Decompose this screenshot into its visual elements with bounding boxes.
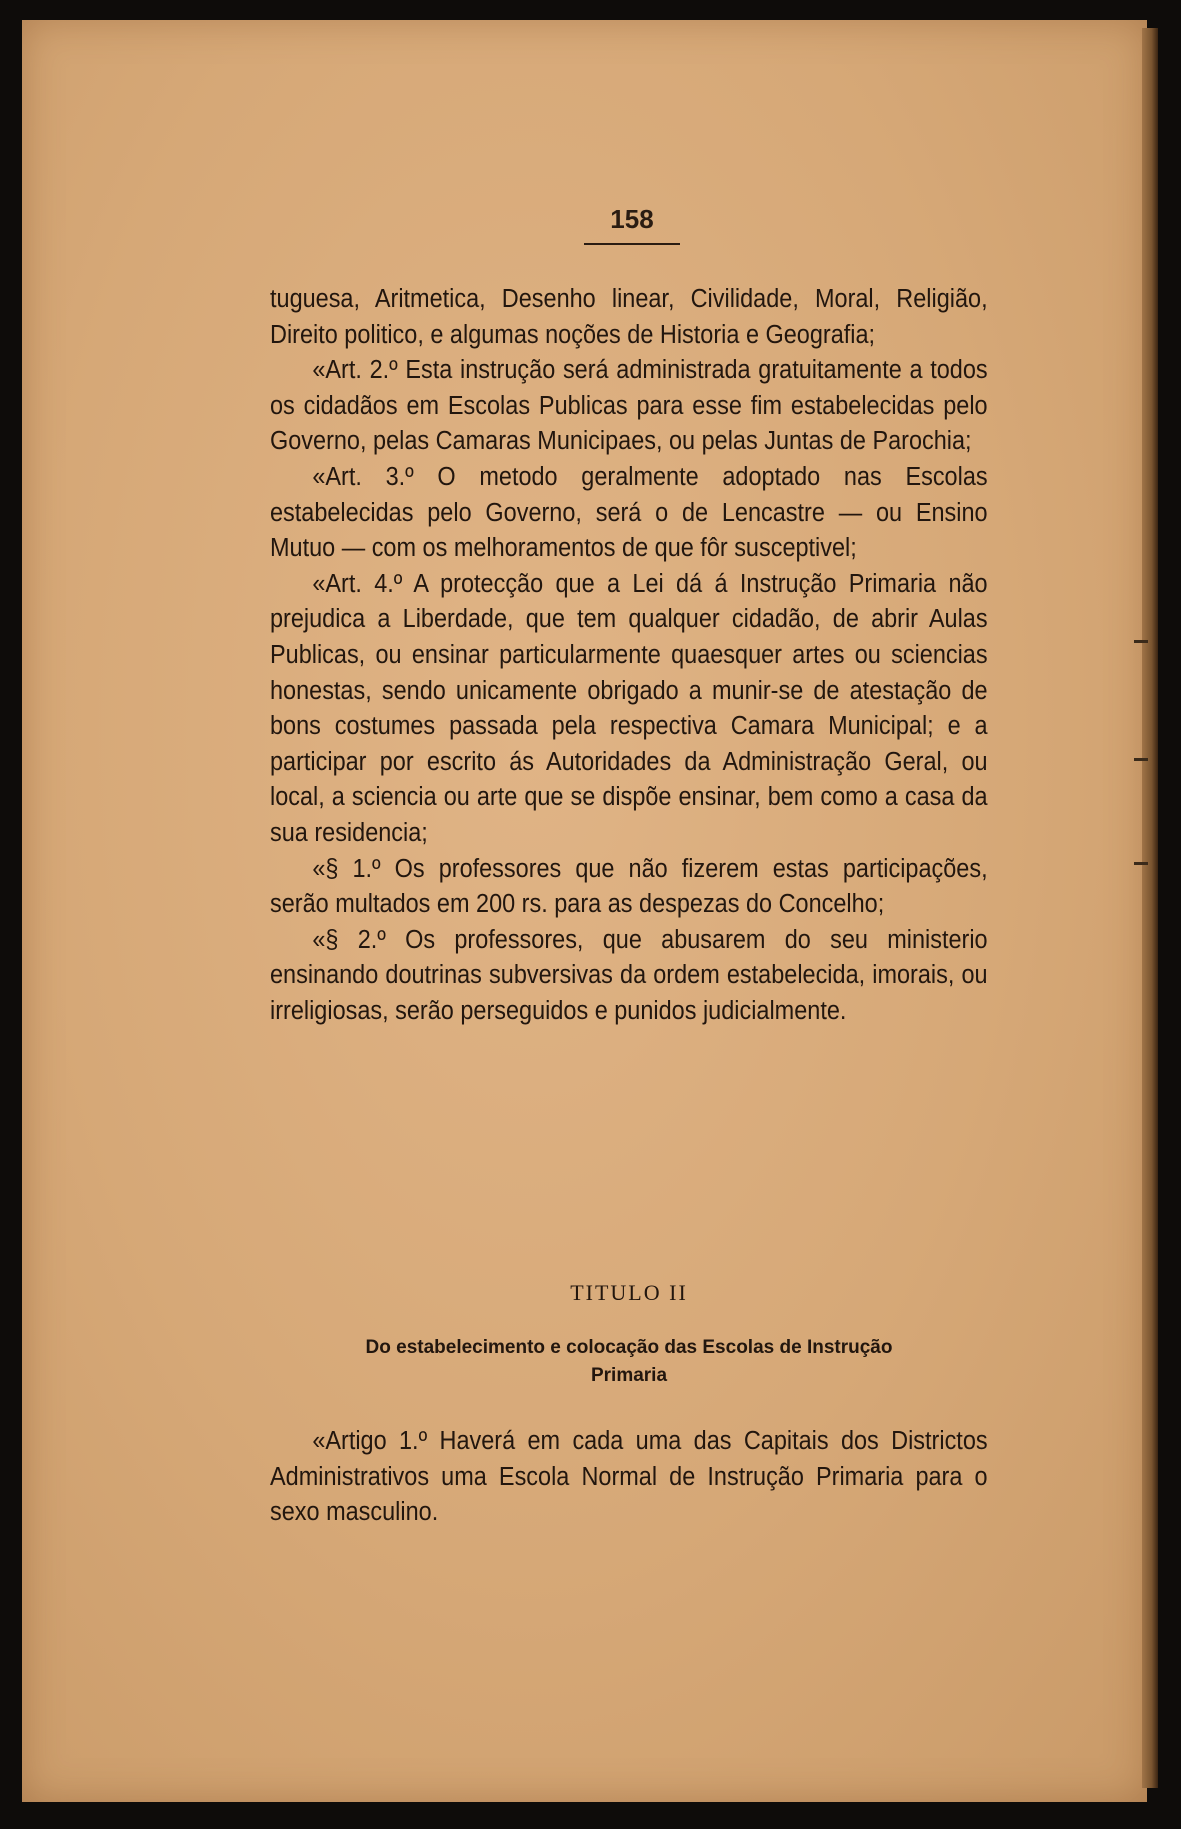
section-heading: TITULO II xyxy=(570,1280,688,1305)
paragraph: «§ 2.º Os professores, que abusarem do seu ministerio ensinando doutrinas subversivas da ordem estabelecida, imorais, ou irreligiosas, serão perseguidos e punidos judicialmente. xyxy=(270,925,988,1025)
paragraph: «Art. 3.º O metodo geralmente adoptado nas Escolas estabelecidas pelo Governo, será o de Lencastre — ou Ensino Mutuo — com os melhoramentos de que fôr susceptivel; xyxy=(270,462,988,563)
spine-mark xyxy=(1134,862,1148,865)
paragraph: «§ 1.º Os professores que não fizerem estas participações, serão multados em 200 rs. para as despezas do Concelho; xyxy=(270,854,988,919)
paragraph: tuguesa, Aritmetica, Desenho linear, Civilidade, Moral, Religião, Direito politico, e algumas noções de Historia e Geografia; xyxy=(270,285,988,349)
section-subtitle-line: Primaria xyxy=(590,1365,668,1386)
paragraph: «Art. 4.º A protecção que a Lei dá á Instrução Primaria não prejudica a Liberdade, que tem qualquer cidadão, de abrir Aulas Publicas, ou ensinar particularmente quaesquer artes ou sciencias honestas, sendo unicamente obrigado a munir-se de atestação de bons costumes passada pela respectiva Camara Municipal; e a participar por escrito ás Autoridades da Administração Geral, ou local, a sciencia ou arte que se dispõe ensinar, bem como a casa da sua residencia; xyxy=(270,569,988,847)
book-spine xyxy=(1142,28,1158,1788)
paragraph: «Art. 2.º Esta instrução será administrada gratuitamente a todos os cidadãos em Escolas Publicas para esse fim estabelecidas pelo Governo, pelas Camaras Municipaes, ou pelas Juntas de Parochia; xyxy=(270,356,988,456)
body-text xyxy=(270,282,988,1029)
spine-mark xyxy=(1134,640,1148,643)
section-subtitle xyxy=(270,1334,988,1390)
spine-mark xyxy=(1134,758,1148,761)
section-subtitle-line: Do estabelecimento e colocação das Escolas de Instrução xyxy=(365,1337,893,1358)
paragraph: «Artigo 1.º Haverá em cada uma das Capitais dos Districtos Administrativos uma Escola Normal de Instrução Primaria para o sexo masculino. xyxy=(270,1427,988,1527)
page-number: 158 xyxy=(610,204,654,234)
page-number-rule xyxy=(584,243,680,245)
article-text xyxy=(270,1424,988,1531)
